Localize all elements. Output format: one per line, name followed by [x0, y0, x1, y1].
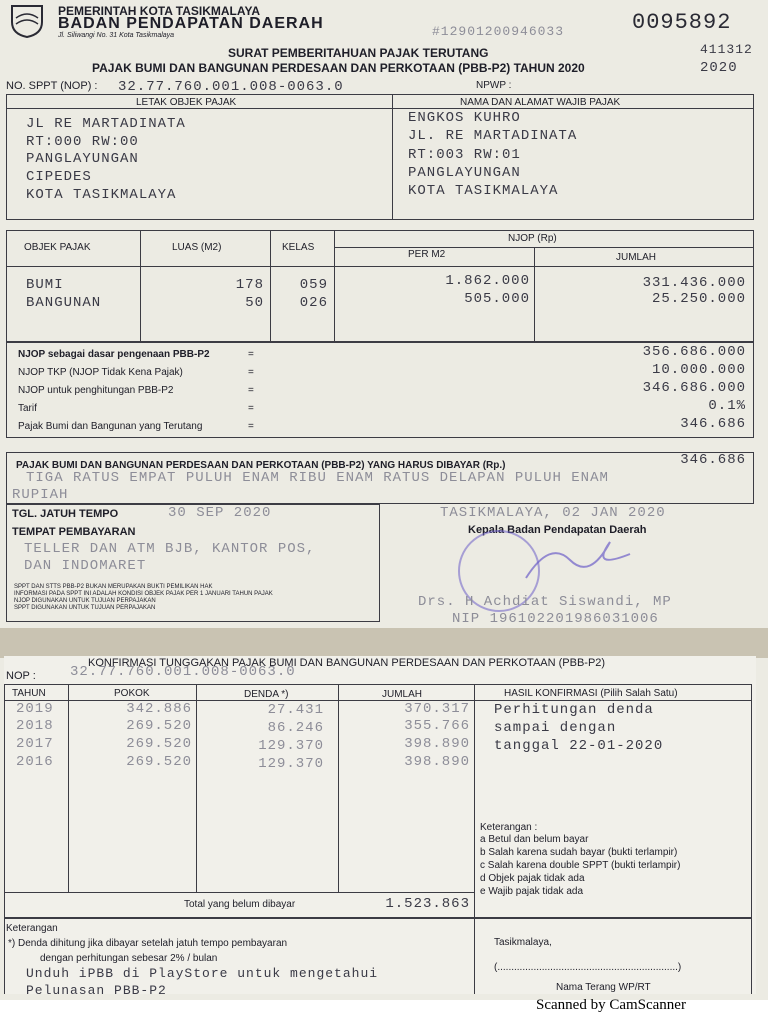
calc-value-1: 356.686.000 [642, 344, 746, 360]
document-title: SURAT PEMBERITAHUAN PAJAK TERUTANG [228, 46, 489, 60]
sppt-note-1: SPPT DAN STTS PBB-P2 BUKAN MERUPAKAN BUKTI PEMILIKAN HAK [14, 584, 213, 590]
calc-label-4: Tarif [18, 403, 37, 414]
col-result: HASIL KONFIRMASI (Pilih Salah Satu) [504, 688, 678, 699]
row-bumi-per-m2: 1.862.000 [445, 273, 530, 289]
footer-sign-label: Nama Terang WP/RT [556, 982, 651, 993]
option-b: b Salah karena sudah bayar (bukti terlampir) [480, 847, 678, 858]
row-bangunan-per-m2: 505.000 [464, 291, 530, 307]
calc-eq-5: = [248, 421, 254, 432]
col-object: OBJEK PAJAK [24, 242, 91, 253]
col-principal: POKOK [114, 688, 150, 699]
footer-note-2: dengan perhitungan sebesar 2% / bulan [40, 953, 218, 964]
option-a: a Betul dan belum bayar [480, 834, 589, 845]
calc-value-5: 346.686 [680, 416, 746, 432]
result-line-2: sampai dengan [494, 720, 617, 736]
npwp-label: NPWP : [476, 80, 512, 91]
location-line-3: PANGLAYUNGAN [26, 151, 139, 167]
sign-nip: NIP 196102201986031006 [452, 611, 659, 627]
calc-eq-1: = [248, 349, 254, 360]
arrears-2018-principal: 269.520 [126, 718, 192, 734]
arrears-2019-total: 370.317 [404, 701, 470, 717]
row-bangunan-object: BANGUNAN [26, 295, 102, 311]
arrears-2017-total: 398.890 [404, 736, 470, 752]
sign-name: Drs. H Achdiat Siswandi, MP [418, 594, 672, 610]
sppt-value: 32.77.760.001.008-0063.0 [118, 79, 344, 95]
option-e: e Wajib pajak tidak ada [480, 886, 584, 897]
col-sum: JUMLAH [382, 689, 423, 700]
taxpayer-line-2: JL. RE MARTADINATA [408, 128, 578, 144]
camscanner-watermark: Scanned by CamScanner [536, 997, 686, 1013]
calc-label-1: NJOP sebagai dasar pengenaan PBB-P2 [18, 349, 210, 360]
agency-name: BADAN PENDAPATAN DAERAH [58, 15, 324, 32]
footer-note-1: *) Denda dihitung jika dibayar setelah jatuh tempo pembayaran [8, 938, 288, 949]
row-bumi-area: 178 [235, 277, 264, 293]
row-bumi-total: 331.436.000 [642, 275, 746, 291]
location-line-4: CIPEDES [26, 169, 92, 185]
object-location-heading: LETAK OBJEK PAJAK [136, 97, 237, 108]
confirmation-nop-value: 32.77.760.001.008-0063.0 [70, 664, 296, 680]
taxpayer-line-5: KOTA TASIKMALAYA [408, 183, 559, 199]
sppt-note-2: INFORMASI PADA SPPT INI ADALAH KONDISI OBJEK PAJAK PER 1 JANUARI TAHUN PAJAK [14, 591, 273, 597]
signature-mark [520, 530, 640, 590]
total-unpaid-value: 1.523.863 [385, 896, 470, 912]
sppt-notes [14, 584, 374, 612]
row-bangunan-total: 25.250.000 [651, 291, 746, 307]
location-line-5: KOTA TASIKMALAYA [26, 187, 177, 203]
place-line-1: TELLER DAN ATM BJB, KANTOR POS, [24, 541, 316, 557]
sppt-label: NO. SPPT (NOP) : [6, 80, 98, 92]
calc-label-5: Pajak Bumi dan Bangunan yang Terutang [18, 421, 203, 432]
agency-address: Jl. Siliwangi No. 31 Kota Tasikmalaya [58, 32, 175, 39]
col-area: LUAS (M2) [172, 242, 222, 253]
arrears-2016-total: 398.890 [404, 754, 470, 770]
payable-words-2: RUPIAH [12, 487, 69, 503]
calc-eq-2: = [248, 367, 254, 378]
calc-eq-4: = [248, 403, 254, 414]
location-line-2: RT:000 RW:00 [26, 134, 139, 150]
sppt-note-4: SPPT DIGUNAKAN UNTUK TUJUAN PERPAJAKAN [14, 605, 156, 611]
option-c: c Salah karena double SPPT (bukti terlampir) [480, 860, 681, 871]
confirmation-title: KONFIRMASI TUNGGAKAN PAJAK BUMI DAN BANGUNAN PERDESAAN DAN PERKOTAAN (PBB-P2) [88, 657, 606, 669]
form-number: 0095892 [632, 10, 732, 35]
payable-amount: 346.686 [680, 452, 746, 468]
sppt-note-3: NJOP DIGUNAKAN UNTUK TUJUAN PERPAJAKAN [14, 598, 156, 604]
barcode-number: #12901200946033 [432, 24, 565, 39]
row-bangunan-class: 026 [299, 295, 328, 311]
due-label: TGL. JATUH TEMPO [12, 508, 119, 520]
taxpayer-line-1: ENGKOS KUHRO [408, 110, 521, 126]
place-label: TEMPAT PEMBAYARAN [12, 526, 136, 538]
taxpayer-heading: NAMA DAN ALAMAT WAJIB PAJAK [460, 97, 621, 108]
city-emblem-icon [8, 2, 46, 38]
taxpayer-line-3: RT:003 RW:01 [408, 147, 521, 163]
col-year: TAHUN [12, 688, 46, 699]
col-class: KELAS [282, 242, 315, 253]
row-bumi-object: BUMI [26, 277, 64, 293]
paper-gap [0, 628, 768, 658]
row-bangunan-area: 50 [245, 295, 264, 311]
taxpayer-line-4: PANGLAYUNGAN [408, 165, 521, 181]
arrears-2017-principal: 269.520 [126, 736, 192, 752]
sign-place-date: TASIKMALAYA, 02 JAN 2020 [440, 505, 666, 521]
confirmation-nop-label: NOP : [6, 670, 36, 682]
form-year: 2020 [700, 60, 738, 76]
calc-value-3: 346.686.000 [642, 380, 746, 396]
location-line-1: JL RE MARTADINATA [26, 116, 186, 132]
calc-label-3: NJOP untuk penghitungan PBB-P2 [18, 385, 174, 396]
form-code: 411312 [700, 42, 753, 57]
footer-city: Tasikmalaya, [494, 937, 552, 948]
arrears-2018-year: 2018 [16, 718, 54, 734]
arrears-2017-penalty: 129.370 [258, 738, 324, 754]
place-line-2: DAN INDOMARET [24, 558, 147, 574]
total-unpaid-label: Total yang belum dibayar [184, 899, 296, 910]
footer-sign-line: (.................................................................) [494, 962, 682, 973]
option-d: d Objek pajak tidak ada [480, 873, 585, 884]
arrears-2016-principal: 269.520 [126, 754, 192, 770]
arrears-2019-year: 2019 [16, 701, 54, 717]
footer-title: Keterangan [6, 923, 58, 934]
arrears-2017-year: 2017 [16, 736, 54, 752]
arrears-2019-principal: 342.886 [126, 701, 192, 717]
result-line-1: Perhitungan denda [494, 702, 654, 718]
calc-value-4: 0.1% [708, 398, 746, 414]
calc-label-2: NJOP TKP (NJOP Tidak Kena Pajak) [18, 367, 183, 378]
col-njop: NJOP (Rp) [508, 233, 557, 244]
document-subtitle: PAJAK BUMI DAN BANGUNAN PERDESAAN DAN PERKOTAAN (PBB-P2) TAHUN 2020 [92, 61, 585, 75]
col-penalty: DENDA *) [244, 689, 289, 700]
result-line-3: tanggal 22-01-2020 [494, 738, 664, 754]
payable-words-1: TIGA RATUS EMPAT PULUH ENAM RIBU ENAM RATUS DELAPAN PULUH ENAM [26, 470, 609, 486]
footer-msg-2: Pelunasan PBB-P2 [26, 983, 167, 998]
arrears-2016-penalty: 129.370 [258, 756, 324, 772]
gov-name: PEMERINTAH KOTA TASIKMALAYA [58, 4, 261, 18]
arrears-2016-year: 2016 [16, 754, 54, 770]
footer-msg-1: Unduh iPBB di PlayStore untuk mengetahui [26, 966, 379, 981]
payable-label: PAJAK BUMI DAN BANGUNAN PERDESAAN DAN PERKOTAAN (PBB-P2) YANG HARUS DIBAYAR (Rp.) [16, 460, 506, 471]
arrears-2019-penalty: 27.431 [267, 702, 324, 718]
sign-position: Kepala Badan Pendapatan Daerah [468, 524, 647, 536]
arrears-2018-penalty: 86.246 [267, 720, 324, 736]
keterangan-title: Keterangan : [480, 822, 538, 833]
row-bumi-class: 059 [299, 277, 328, 293]
col-per-m2: PER M2 [408, 249, 446, 260]
arrears-2018-total: 355.766 [404, 718, 470, 734]
due-date: 30 SEP 2020 [168, 505, 272, 521]
calc-eq-3: = [248, 385, 254, 396]
col-total: JUMLAH [616, 252, 657, 263]
calc-value-2: 10.000.000 [651, 362, 746, 378]
